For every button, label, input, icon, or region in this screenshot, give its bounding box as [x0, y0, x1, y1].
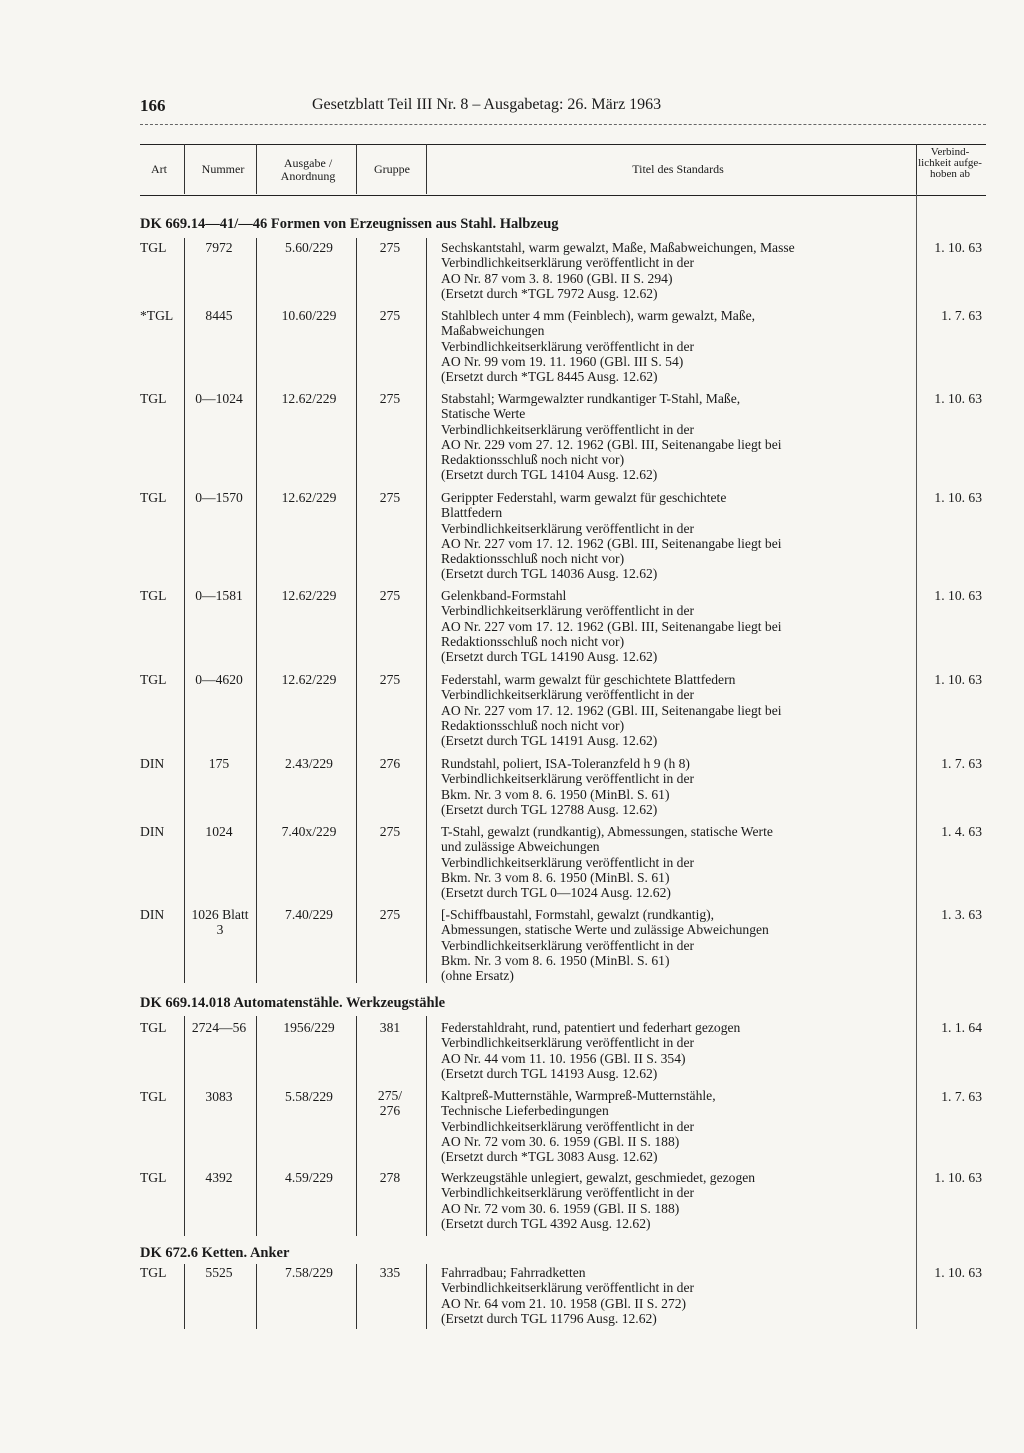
title-line: (ohne Ersatz) — [441, 968, 514, 984]
section-3-rule-nummer — [184, 1264, 185, 1329]
title-line: Federstahl, warm gewalzt für geschichtete Blattfedern — [441, 672, 736, 687]
title-line: Redaktionsschluß noch nicht vor) — [441, 633, 625, 649]
title-line: Verbindlichkeitserklärung veröffentlicht in der — [441, 1185, 695, 1201]
cell-titel — [441, 907, 917, 983]
title-line: AO Nr. 227 vom 17. 12. 1962 (GBl. III, Seitenangabe liegt bei — [441, 618, 782, 634]
header-rule-2 — [256, 144, 257, 194]
cell-ausgabe: 7.40x/229 — [281, 824, 337, 839]
table-header — [140, 144, 986, 196]
cell-verbindlichkeit: 1. 7. 63 — [941, 308, 982, 323]
section-3-rule-gruppe — [356, 1264, 357, 1329]
cell-titel — [441, 391, 917, 483]
cell-titel — [441, 672, 917, 748]
section-2-rule-titel — [426, 1016, 427, 1236]
title-line: Sechskantstahl, warm gewalzt, Maße, Maßabweichungen, Masse — [441, 240, 795, 255]
title-line: AO Nr. 227 vom 17. 12. 1962 (GBl. III, Seitenangabe liegt bei — [441, 535, 782, 551]
title-line: AO Nr. 44 vom 11. 10. 1956 (GBl. II S. 354) — [441, 1050, 686, 1066]
cell-verbindlichkeit: 1. 10. 63 — [934, 490, 982, 505]
header-rule-1 — [184, 144, 185, 194]
title-line: (Ersetzt durch TGL 12788 Ausg. 12.62) — [441, 801, 658, 817]
cell-gruppe: 275 — [379, 308, 401, 323]
cell-gruppe: 275 — [379, 907, 401, 922]
cell-verbindlichkeit: 1. 3. 63 — [941, 907, 982, 922]
cell-verbindlichkeit: 1. 1. 64 — [941, 1020, 982, 1035]
cell-nummer: 0—1570 — [195, 490, 243, 505]
title-line: und zulässige Abweichungen — [441, 839, 600, 855]
title-line: Bkm. Nr. 3 vom 8. 6. 1950 (MinBl. S. 61) — [441, 786, 670, 802]
title-line: Maßabweichungen — [441, 323, 545, 339]
section-3-rule-ausgabe — [256, 1264, 257, 1329]
cell-art: DIN — [140, 824, 165, 839]
title-line: Gerippter Federstahl, warm gewalzt für geschichtete — [441, 490, 727, 505]
title-line: Stahlblech unter 4 mm (Feinblech), warm gewalzt, Maße, — [441, 308, 756, 323]
cell-gruppe: 381 — [379, 1020, 401, 1035]
title-line: Redaktionsschluß noch nicht vor) — [441, 452, 625, 468]
title-line: AO Nr. 72 vom 30. 6. 1959 (GBl. II S. 188) — [441, 1133, 680, 1149]
cell-ausgabe: 7.40/229 — [285, 907, 333, 922]
section-2-rule-nummer — [184, 1016, 185, 1236]
cell-art: TGL — [140, 240, 167, 255]
cell-nummer: 2724—56 — [191, 1020, 247, 1035]
cell-art: TGL — [140, 490, 167, 505]
cell-verbindlichkeit: 1. 10. 63 — [934, 588, 982, 603]
col-gruppe: Gruppe — [374, 162, 410, 176]
title-line: Abmessungen, statische Werte und zulässige Abweichungen — [441, 922, 769, 938]
title-line: (Ersetzt durch TGL 11796 Ausg. 12.62) — [441, 1310, 657, 1326]
cell-ausgabe: 4.59/229 — [285, 1170, 333, 1185]
title-line: (Ersetzt durch *TGL 8445 Ausg. 12.62) — [441, 369, 658, 385]
cell-titel — [441, 1170, 917, 1231]
title-line: Technische Lieferbedingungen — [441, 1103, 609, 1119]
cell-nummer: 1026 Blatt 3 — [191, 907, 249, 938]
cell-nummer: 5525 — [205, 1265, 233, 1280]
cell-art: TGL — [140, 1020, 167, 1035]
section-2-rule-ausgabe — [256, 1016, 257, 1236]
cell-art: TGL — [140, 1265, 167, 1280]
cell-nummer: 1024 — [205, 824, 233, 839]
section-3-rule-titel — [426, 1264, 427, 1329]
page-title: Gesetzblatt Teil III Nr. 8 – Ausgabetag: 26. März 1963 — [312, 96, 662, 113]
cell-verbindlichkeit: 1. 10. 63 — [934, 1265, 982, 1280]
cell-ausgabe: 12.62/229 — [281, 588, 337, 603]
cell-ausgabe: 5.58/229 — [285, 1089, 333, 1104]
cell-art: DIN — [140, 756, 165, 771]
title-line: AO Nr. 99 vom 19. 11. 1960 (GBl. III S. 54) — [441, 353, 684, 369]
cell-titel — [441, 824, 917, 900]
page-header — [140, 96, 986, 125]
title-line: (Ersetzt durch *TGL 3083 Ausg. 12.62) — [441, 1149, 658, 1165]
title-line: Verbindlichkeitserklärung veröffentlicht in der — [441, 1035, 695, 1051]
title-line: Verbindlichkeitserklärung veröffentlicht in der — [441, 603, 695, 619]
title-line: Gelenkband-Formstahl — [441, 588, 567, 603]
title-line: Verbindlichkeitserklärung veröffentlicht in der — [441, 937, 695, 953]
title-line: AO Nr. 72 vom 30. 6. 1959 (GBl. II S. 188) — [441, 1200, 680, 1216]
col-nummer: Nummer — [201, 162, 245, 176]
section-heading: DK 672.6 Ketten. Anker — [140, 1245, 290, 1261]
title-line: T-Stahl, gewalzt (rundkantig), Abmessungen, statische Werte — [441, 824, 773, 839]
title-line: Verbindlichkeitserklärung veröffentlicht in der — [441, 1280, 695, 1296]
cell-nummer: 0—1581 — [195, 588, 243, 603]
title-line: Verbindlichkeitserklärung veröffentlicht in der — [441, 255, 695, 271]
cell-titel — [441, 240, 917, 301]
title-line: Verbindlichkeitserklärung veröffentlicht in der — [441, 771, 695, 787]
title-line: [-Schiffbaustahl, Formstahl, gewalzt (rundkantig), — [441, 907, 715, 922]
cell-art: TGL — [140, 588, 167, 603]
cell-titel — [441, 1265, 917, 1326]
title-line: Verbindlichkeitserklärung veröffentlicht in der — [441, 421, 695, 437]
title-line: Verbindlichkeitserklärung veröffentlicht in der — [441, 338, 695, 354]
cell-titel — [441, 1020, 917, 1081]
title-line: (Ersetzt durch TGL 14036 Ausg. 12.62) — [441, 566, 658, 582]
cell-nummer: 4392 — [205, 1170, 233, 1185]
section-1-rule-gruppe — [356, 238, 357, 983]
cell-gruppe: 275 — [379, 588, 401, 603]
title-line: Verbindlichkeitserklärung veröffentlicht in der — [441, 1118, 695, 1134]
title-line: Stabstahl; Warmgewalzter rundkantiger T-Stahl, Maße, — [441, 391, 741, 406]
title-line: AO Nr. 229 vom 27. 12. 1962 (GBl. III, Seitenangabe liegt bei — [441, 436, 782, 452]
title-line: Bkm. Nr. 3 vom 8. 6. 1950 (MinBl. S. 61) — [441, 869, 670, 885]
cell-verbindlichkeit: 1. 7. 63 — [941, 756, 982, 771]
cell-art: TGL — [140, 672, 167, 687]
title-line: Redaktionsschluß noch nicht vor) — [441, 717, 625, 733]
cell-gruppe: 275 — [379, 240, 401, 255]
cell-titel — [441, 588, 917, 664]
title-line: Redaktionsschluß noch nicht vor) — [441, 551, 625, 567]
title-line: Bkm. Nr. 3 vom 8. 6. 1950 (MinBl. S. 61) — [441, 952, 670, 968]
cell-verbindlichkeit: 1. 10. 63 — [934, 1170, 982, 1185]
cell-nummer: 175 — [208, 756, 230, 771]
title-line: (Ersetzt durch TGL 14191 Ausg. 12.62) — [441, 733, 658, 749]
title-line: Verbindlichkeitserklärung veröffentlicht in der — [441, 520, 695, 536]
cell-art: TGL — [140, 391, 167, 406]
section-1-rule-nummer — [184, 238, 185, 983]
cell-verbindlichkeit: 1. 10. 63 — [934, 672, 982, 687]
cell-art: TGL — [140, 1089, 167, 1104]
section-heading: DK 669.14—41/—46 Formen von Erzeugnissen aus Stahl. Halbzeug — [140, 216, 559, 232]
cell-verbindlichkeit: 1. 4. 63 — [941, 824, 982, 839]
cell-titel — [441, 756, 917, 817]
header-rule-5 — [916, 144, 917, 194]
cell-nummer: 3083 — [205, 1089, 233, 1104]
cell-ausgabe: 1956/229 — [283, 1020, 335, 1035]
cell-ausgabe: 10.60/229 — [281, 308, 337, 323]
page-number: 166 — [140, 96, 166, 115]
cell-gruppe: 335 — [379, 1265, 401, 1280]
title-line: Verbindlichkeitserklärung veröffentlicht in der — [441, 687, 695, 703]
title-line: Blattfedern — [441, 505, 503, 521]
title-line: (Ersetzt durch TGL 14190 Ausg. 12.62) — [441, 649, 658, 665]
cell-verbindlichkeit: 1. 10. 63 — [934, 391, 982, 406]
col-titel: Titel des Standards — [632, 162, 724, 176]
title-line: (Ersetzt durch *TGL 7972 Ausg. 12.62) — [441, 285, 658, 301]
cell-gruppe: 276 — [379, 756, 401, 771]
title-line: Werkzeugstähle unlegiert, gewalzt, geschmiedet, gezogen — [441, 1170, 756, 1185]
cell-art: DIN — [140, 907, 165, 922]
title-line: Verbindlichkeitserklärung veröffentlicht in der — [441, 854, 695, 870]
cell-nummer: 8445 — [205, 308, 233, 323]
col-verbindlichkeit: Verbind- lichkeit aufge- hoben ab — [918, 146, 982, 180]
title-line: Statische Werte — [441, 406, 526, 422]
cell-titel — [441, 1088, 917, 1164]
cell-nummer: 0—1024 — [195, 391, 243, 406]
cell-gruppe: 275 — [379, 672, 401, 687]
title-line: AO Nr. 227 vom 17. 12. 1962 (GBl. III, Seitenangabe liegt bei — [441, 702, 782, 718]
cell-ausgabe: 2.43/229 — [285, 756, 333, 771]
cell-verbindlichkeit: 1. 7. 63 — [941, 1089, 982, 1104]
title-line: Rundstahl, poliert, ISA-Toleranzfeld h 9 (h 8) — [441, 756, 690, 771]
cell-titel — [441, 490, 917, 582]
title-line: (Ersetzt durch TGL 4392 Ausg. 12.62) — [441, 1215, 651, 1231]
title-line: (Ersetzt durch TGL 0—1024 Ausg. 12.62) — [441, 885, 671, 901]
cell-gruppe: 278 — [379, 1170, 401, 1185]
title-line: Kaltpreß-Mutternstähle, Warmpreß-Mutternstähle, — [441, 1088, 716, 1103]
title-line: AO Nr. 87 vom 3. 8. 1960 (GBl. II S. 294) — [441, 270, 673, 286]
section-heading: DK 669.14.018 Automatenstähle. Werkzeugstähle — [140, 995, 446, 1011]
header-rule-3 — [356, 144, 357, 194]
title-line: (Ersetzt durch TGL 14104 Ausg. 12.62) — [441, 467, 658, 483]
cell-nummer: 7972 — [205, 240, 233, 255]
header-rule-4 — [426, 144, 427, 194]
cell-ausgabe: 5.60/229 — [285, 240, 333, 255]
title-line: (Ersetzt durch TGL 14193 Ausg. 12.62) — [441, 1065, 658, 1081]
cell-ausgabe: 12.62/229 — [281, 490, 337, 505]
cell-gruppe: 275/ 276 — [377, 1088, 403, 1119]
cell-gruppe: 275 — [379, 824, 401, 839]
cell-verbindlichkeit: 1. 10. 63 — [934, 240, 982, 255]
cell-art: TGL — [140, 1170, 167, 1185]
cell-nummer: 0—4620 — [195, 672, 243, 687]
cell-ausgabe: 12.62/229 — [281, 391, 337, 406]
cell-gruppe: 275 — [379, 490, 401, 505]
title-line: AO Nr. 64 vom 21. 10. 1958 (GBl. II S. 272) — [441, 1295, 687, 1311]
section-2-rule-gruppe — [356, 1016, 357, 1236]
col-ausgabe: Ausgabe / Anordnung — [280, 156, 336, 183]
cell-gruppe: 275 — [379, 391, 401, 406]
col-art: Art — [151, 162, 167, 176]
cell-art: *TGL — [140, 308, 174, 323]
cell-titel — [441, 308, 917, 384]
cell-ausgabe: 12.62/229 — [281, 672, 337, 687]
section-1-rule-titel — [426, 238, 427, 983]
cell-ausgabe: 7.58/229 — [285, 1265, 333, 1280]
title-line: Federstahldraht, rund, patentiert und federhart gezogen — [441, 1020, 741, 1035]
section-1-rule-ausgabe — [256, 238, 257, 983]
title-line: Fahrradbau; Fahrradketten — [441, 1265, 586, 1280]
